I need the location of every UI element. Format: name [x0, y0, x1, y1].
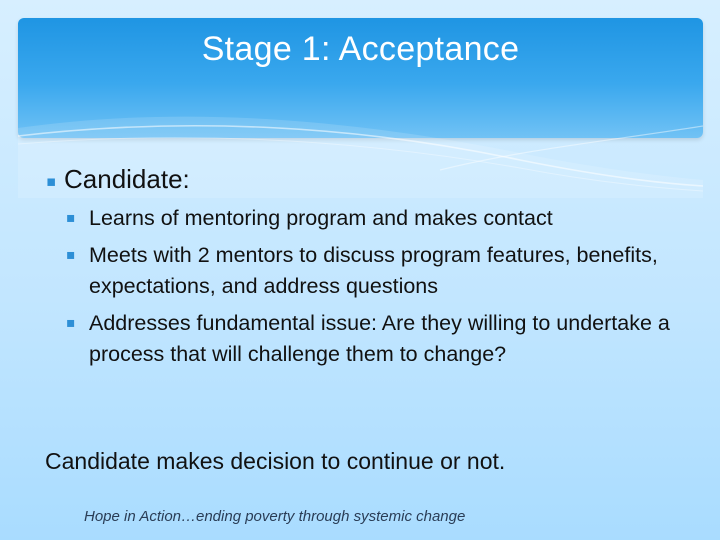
sub-bullet-text: Addresses fundamental issue: Are they willing to undertake a process that will challenge them to change? [89, 311, 670, 366]
square-bullet-icon: ▪ [66, 247, 76, 263]
square-bullet-icon: ▪ [66, 210, 76, 226]
main-bullet-text: Candidate: [64, 164, 190, 194]
square-bullet-icon: ▪ [46, 172, 57, 190]
slide-title: Stage 1: Acceptance [201, 30, 520, 68]
square-bullet-icon: ▪ [66, 315, 76, 331]
sub-bullet-item [66, 203, 706, 234]
sub-bullet-text: Meets with 2 mentors to discuss program features, benefits, expectations, and address questions [89, 243, 658, 298]
sub-bullet-item [66, 240, 706, 302]
sub-bullet-list [66, 203, 706, 376]
sub-bullet-text: Learns of mentoring program and makes contact [89, 206, 553, 230]
footer-tagline: Hope in Action…ending poverty through systemic change [84, 508, 466, 525]
conclusion-text: Candidate makes decision to continue or not. [45, 448, 506, 474]
sub-bullet-item [66, 308, 706, 370]
